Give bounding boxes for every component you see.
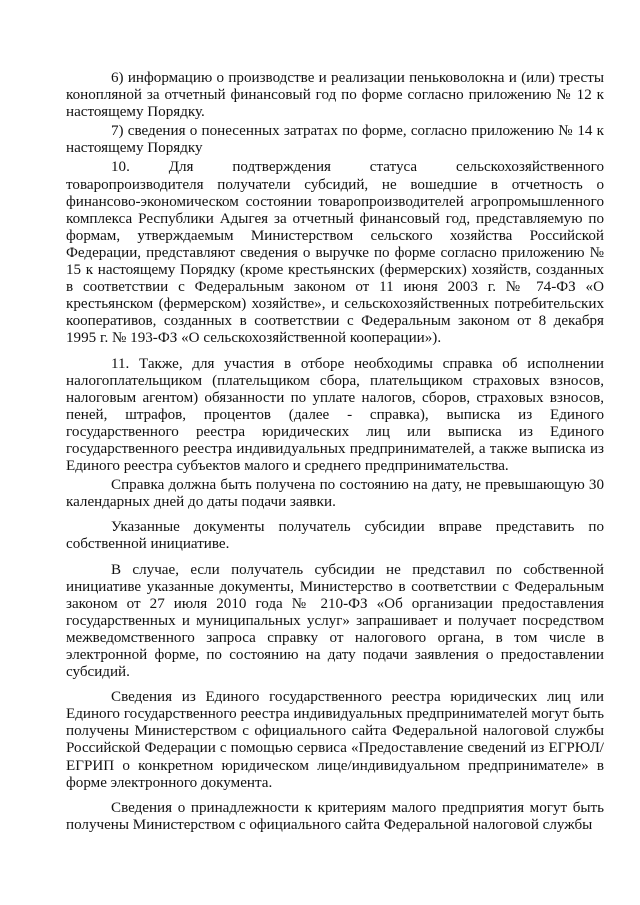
paragraph-small-business-criteria: Сведения о принадлежности к критериям малого предприятия могут быть получены Министерством с официального сайта Федеральной налоговой службы [66, 799, 604, 833]
document-page [66, 70, 604, 836]
paragraph-own-initiative: Указанные документы получатель субсидии вправе представить по собственной инициативе. [66, 519, 604, 553]
paragraph-certificate-date: Справка должна быть получена по состоянию на дату, не превышающую 30 календарных дней до даты подачи заявки. [66, 477, 604, 511]
paragraph-item-7-expenses: 7) сведения о понесенных затратах по форме, согласно приложению № 14 к настоящему Порядку [66, 123, 604, 157]
paragraph-item-6-hemp-production: 6) информацию о производстве и реализации пеньковолокна и (или) тресты конопляной за отчетный финансовый год по форме согласно приложению № 12 к настоящему Порядку. [66, 70, 604, 121]
paragraph-11-tax-certificate: 11. Также, для участия в отборе необходимы справка об исполнении налогоплательщиком (плательщиком сбора, плательщиком страховых взносов, налоговым агентом) обязанности по уплате налогов, сборов, страховых взносов, пеней, штрафов, процентов (далее - справка), выписка из Единого государственного реестра юридических лиц или выписка из Единого государственного реестра индивидуальных предпринимателей, а также выписка из Единого реестра субъектов малого и среднего предпринимательства. [66, 355, 604, 475]
paragraph-10-producer-status: 10. Для подтверждения статуса сельскохозяйственного товаропроизводителя получатели субсидий, не вошедшие в отчетность о финансово-экономическом состоянии товаропроизводителей агропромышленного комплекса Республики Адыгея за отчетный финансовый год, представляемую по формам, утверждаемым Министерством сельского хозяйства Российской Федерации, представляют сведения о выручке по форме согласно приложению № 15 к настоящему Порядку (кроме крестьянских (фермерских) хозяйств, созданных в соответствии с Федеральным законом от 11 июня 2003 г. № 74-ФЗ «О крестьянском (фермерском) хозяйстве», и сельскохозяйственных потребительских кооперативов, созданных в соответствии с Федеральным законом от 8 декабря 1995 г. № 193-ФЗ «О сельскохозяйственной кооперации»). [66, 159, 604, 347]
paragraph-interagency-request: В случае, если получатель субсидии не представил по собственной инициативе указанные документы, Министерство в соответствии с Федеральным законом от 27 июля 2010 года № 210-ФЗ «Об организации предоставления государственных и муниципальных услуг» запрашивает и получает посредством межведомственного запроса справку от налогового органа, в том числе в электронной форме, по состоянию на дату подачи заявления о предоставлении субсидий. [66, 561, 604, 681]
paragraph-egrul-egrip: Сведения из Единого государственного реестра юридических лиц или Единого государственного реестра индивидуальных предпринимателей могут быть получены Министерством с официального сайта Федеральной налоговой службы Российской Федерации с помощью сервиса «Предоставление сведений из ЕГРЮЛ/ЕГРИП о конкретном юридическом лице/индивидуальном предпринимателе» в форме электронного документа. [66, 689, 604, 791]
